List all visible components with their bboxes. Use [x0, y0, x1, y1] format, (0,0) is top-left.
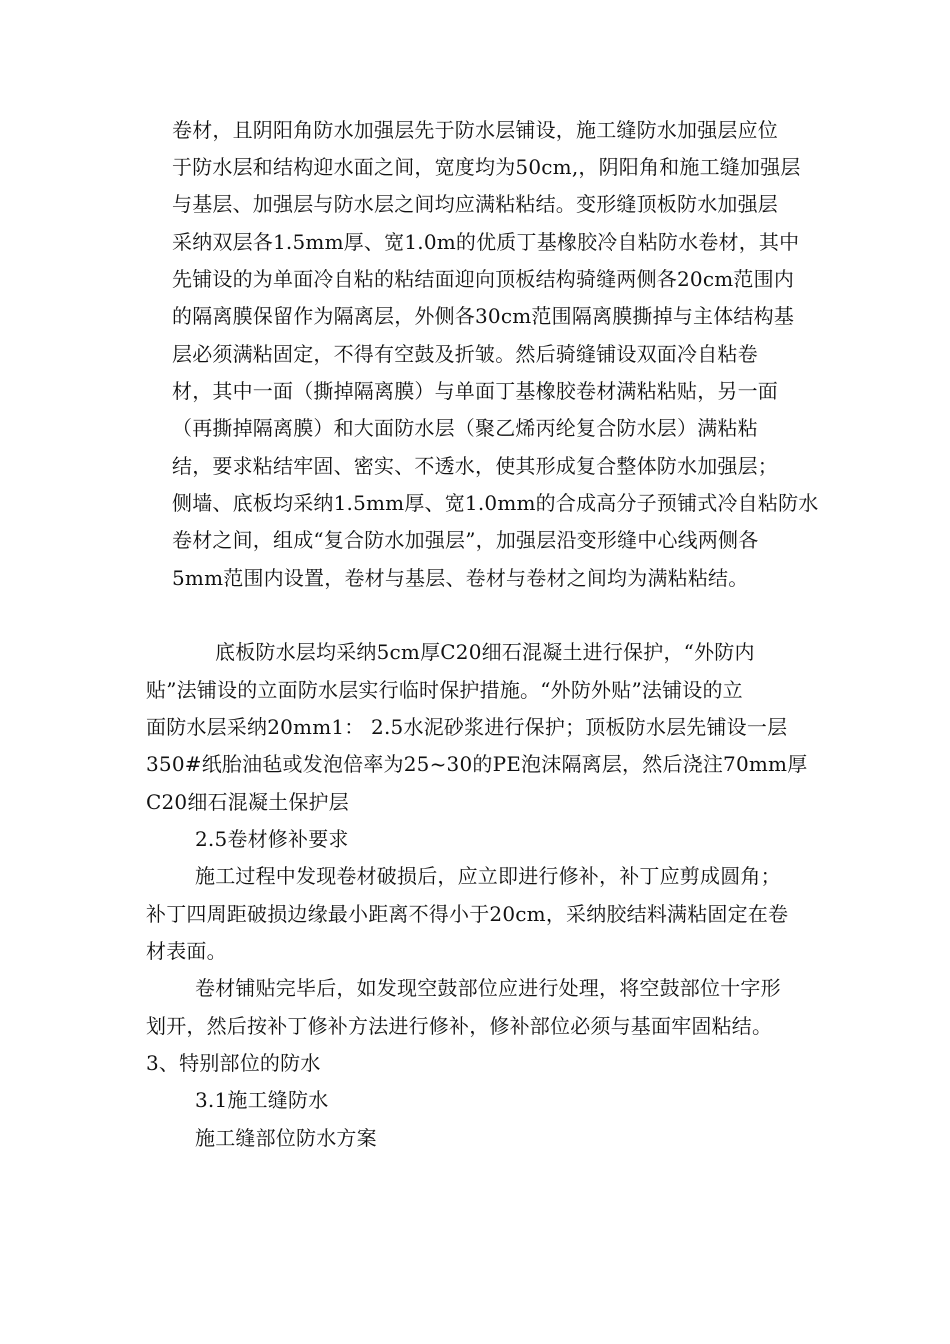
text-line: 侧墙、底板均采纳1.5mm厚、宽1.0mm的合成高分子预铺式冷自粘防水: [172, 491, 819, 515]
text-line: 层必须满粘固定，不得有空鼓及折皱。然后骑缝铺设双面冷自粘卷: [172, 342, 758, 366]
text-line: 于防水层和结构迎水面之间，宽度均为50cm,，阴阳角和施工缝加强层: [172, 155, 801, 179]
text-line: 材表面。: [146, 939, 227, 963]
text-line: 采纳双层各1.5mm厚、宽1.0m的优质丁基橡胶冷自粘防水卷材，其中: [172, 230, 800, 254]
text-line: 结，要求粘结牢固、密实、不透水，使其形成复合整体防水加强层；: [172, 454, 778, 478]
text-line: 的隔离膜保留作为隔离层，外侧各30cm范围隔离膜撕掉与主体结构基: [172, 304, 795, 328]
section-heading: 3、特别部位的防水: [146, 1051, 321, 1075]
text-line: 先铺设的为单面冷自粘的粘结面迎向顶板结构骑缝两侧各20cm范围内: [172, 267, 795, 291]
text-line: 贴”法铺设的立面防水层实行临时保护措施。“外防外贴”法铺设的立: [146, 678, 743, 702]
text-line: C20细石混凝土保护层: [146, 790, 349, 814]
section-heading: 2.5卷材修补要求: [195, 827, 349, 851]
text-line: 面防水层采纳20mm1： 2.5水泥砂浆进行保护；顶板防水层先铺设一层: [146, 715, 788, 739]
text-line: 350#纸胎油毡或发泡倍率为25~30的PE泡沫隔离层，然后浇注70mm厚: [146, 752, 808, 776]
text-line: 材，其中一面（撕掉隔离膜）与单面丁基橡胶卷材满粘粘贴，另一面: [172, 379, 778, 403]
text-line: （再撕掉隔离膜）和大面防水层（聚乙烯丙纶复合防水层）满粘粘: [172, 416, 758, 440]
text-line: 卷材之间，组成“复合防水加强层”，加强层沿变形缝中心线两侧各: [172, 528, 759, 552]
paragraph-start: 施工过程中发现卷材破损后，应立即进行修补，补丁应剪成圆角；: [195, 864, 781, 888]
text-line: 补丁四周距破损边缘最小距离不得小于20cm，采纳胶结料满粘固定在卷: [146, 902, 789, 926]
paragraph-start: 卷材铺贴完毕后，如发现空鼓部位应进行处理，将空鼓部位十字形: [195, 976, 781, 1000]
text-line: 卷材，且阴阳角防水加强层先于防水层铺设，施工缝防水加强层应位: [172, 118, 778, 142]
text-line: 施工缝部位防水方案: [195, 1126, 377, 1150]
text-line: 与基层、加强层与防水层之间均应满粘粘结。变形缝顶板防水加强层: [172, 192, 778, 216]
subsection-heading: 3.1施工缝防水: [195, 1088, 329, 1112]
text-line: 5mm范围内设置，卷材与基层、卷材与卷材之间均为满粘粘结。: [172, 566, 749, 590]
paragraph-start: 底板防水层均采纳5cm厚C20细石混凝土进行保护，“外防内: [215, 640, 755, 664]
text-line: 划开，然后按补丁修补方法进行修补，修补部位必须与基面牢固粘结。: [146, 1014, 773, 1038]
